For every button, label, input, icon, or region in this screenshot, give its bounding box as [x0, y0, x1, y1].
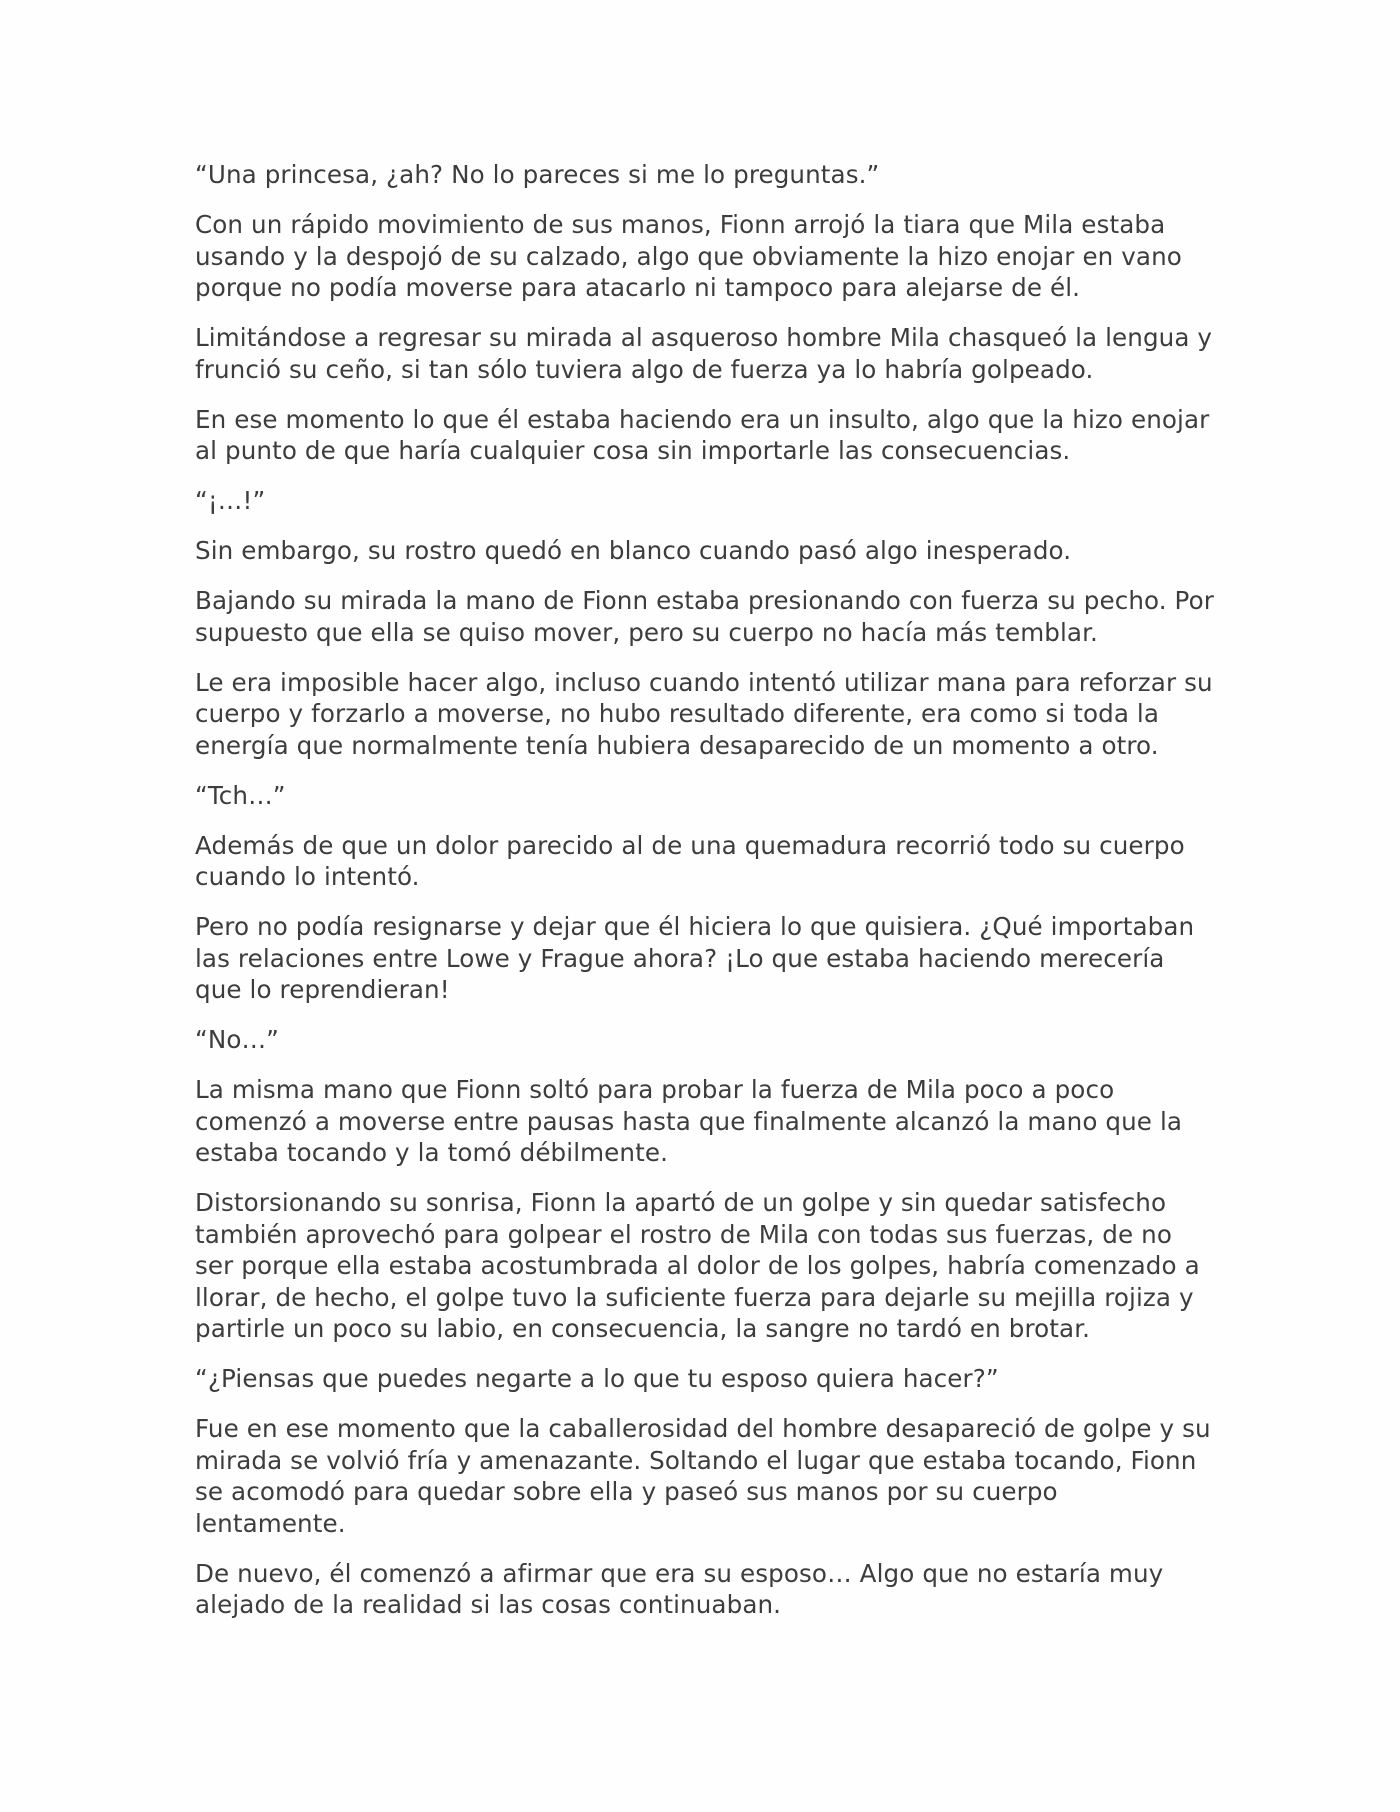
paragraph: La misma mano que Fionn soltó para probar la fuerza de Mila poco a poco comenzó a moverse entre pausas hasta que finalmente alcanzó la mano que la estaba tocando y la tomó débilmente.: [195, 1075, 1183, 1167]
paragraph: “Una princesa, ¿ah? No lo pareces si me lo preguntas.”: [195, 160, 880, 189]
paragraph: “¡…!”: [195, 486, 266, 515]
paragraph: Bajando su mirada la mano de Fionn estaba presionando con fuerza su pecho. Por supuesto que ella se quiso mover, pero su cuerpo no hacía más temblar.: [195, 586, 1214, 647]
paragraph: Limitándose a regresar su mirada al asqueroso hombre Mila chasqueó la lengua y frunció su ceño, si tan sólo tuviera algo de fuerza ya lo habría golpeado.: [195, 323, 1213, 384]
document-body: [195, 159, 1215, 1639]
paragraph: Con un rápido movimiento de sus manos, Fionn arrojó la tiara que Mila estaba usando y la despojó de su calzado, algo que obviamente la hizo enojar en vano porque no podía moverse para atacarlo ni tampoco para alejarse de él.: [195, 210, 1182, 302]
paragraph: “Tch…”: [195, 780, 286, 810]
paragraph: Fue en ese momento que la caballerosidad del hombre desapareció de golpe y su mirada se volvió fría y amenazante. Soltando el lugar que estaba tocando, Fionn se acomodó para quedar sobre ella y paseó sus manos por su cuerpo lentamente.: [195, 1414, 1211, 1538]
paragraph: En ese momento lo que él estaba haciendo era un insulto, algo que la hizo enojar al punto de que haría cualquier cosa sin importarle las consecuencias.: [195, 404, 1210, 465]
paragraph: Además de que un dolor parecido al de una quemadura recorrió todo su cuerpo cuando lo intentó.: [195, 830, 1185, 891]
paragraph: Sin embargo, su rostro quedó en blanco cuando pasó algo inesperado.: [195, 536, 1072, 565]
paragraph: “No…”: [195, 1025, 280, 1054]
paragraph: Pero no podía resignarse y dejar que él hiciera lo que quisiera. ¿Qué importaban las relaciones entre Lowe y Frague ahora? ¡Lo que estaba haciendo merecería que lo reprendieran!: [195, 912, 1195, 1004]
paragraph: “¿Piensas que puedes negarte a lo que tu esposo quiera hacer?”: [195, 1364, 999, 1393]
paragraph: Distorsionando su sonrisa, Fionn la apartó de un golpe y sin quedar satisfecho también aprovechó para golpear el rostro de Mila con todas sus fuerzas, de no ser porque ella estaba acostumbrada al dolor de los golpes, habría comenzado a llorar, de hecho, el golpe tuvo la suficiente fuerza para dejarle su mejilla rojiza y partirle un poco su labio, en consecuencia, la sangre no tardó en brotar.: [195, 1188, 1200, 1343]
paragraph: De nuevo, él comenzó a afirmar que era su esposo… Algo que no estaría muy alejado de la realidad si las cosas continuaban.: [195, 1558, 1164, 1619]
paragraph: Le era imposible hacer algo, incluso cuando intentó utilizar mana para reforzar su cuerpo y forzarlo a moverse, no hubo resultado diferente, era como si toda la energía que normalmente tenía hubiera desaparecido de un momento a otro.: [195, 667, 1213, 760]
